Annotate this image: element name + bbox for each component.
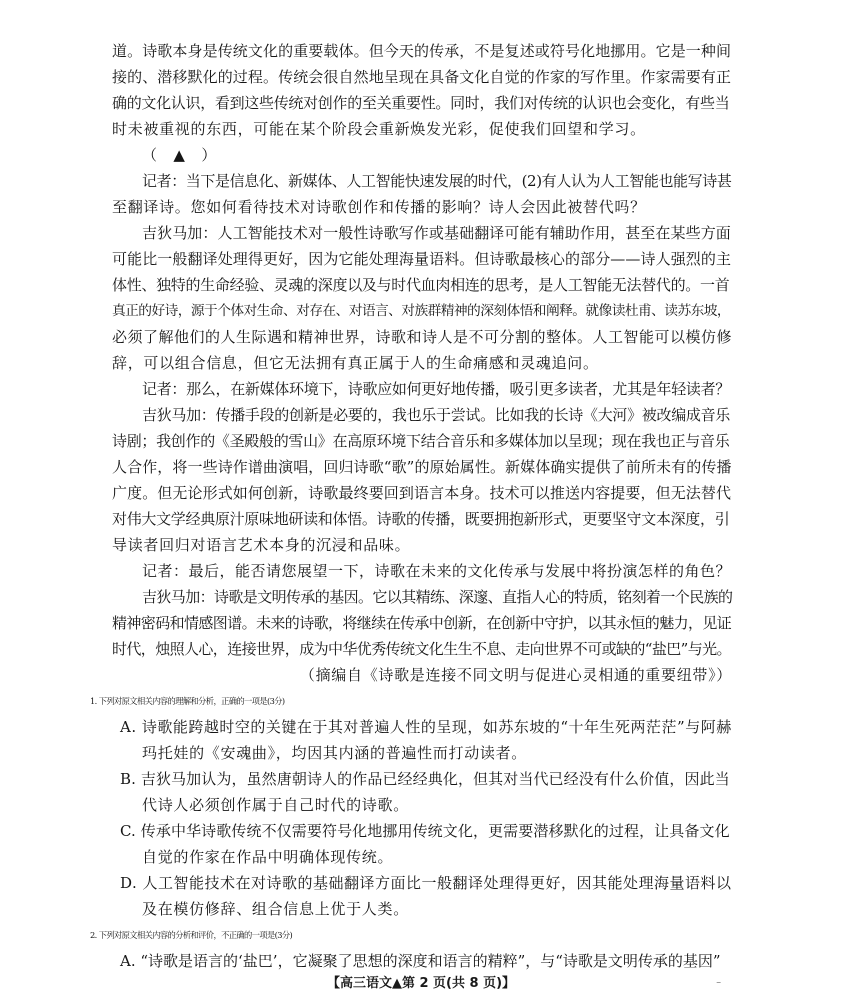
text-line: 真正的好诗，源于个体对生命、对存在、对语言、对族群精神的深刻体悟和阐释。就像读杜甫、读苏东坡， (112, 303, 731, 319)
text-line: 道。诗歌本身是传统文化的重要载体。但今天的传承，不是复述或符号化地挪用。它是一种间 (112, 42, 732, 60)
interviewee-answer: 吉狄马加：传播手段的创新是必要的，我也乐于尝试。比如我的长诗《大河》被改编成音乐 (142, 406, 731, 424)
page-footer: 【高三语文▲第 2 页(共 8 页)】 (326, 976, 516, 991)
text-line: 导读者回归对语言艺术本身的沉浸和品味。 (112, 536, 411, 554)
option-2a: A. “诗歌是语言的‘盐巴’，它凝聚了思想的深度和语言的精粹”，与“诗歌是文明传承的基因” (120, 952, 721, 970)
blank-placeholder: （ ▲ ） (142, 146, 218, 164)
question-1: 1. 下列对原文相关内容的理解和分析，正确的一项是(3分) (90, 696, 285, 706)
text-line: 体性、独特的生命经验、灵魂的深度以及与时代血肉相连的思考，是人工智能无法替代的。一首 (112, 276, 730, 294)
text-line: 至翻译诗。您如何看待技术对诗歌创作和传播的影响？诗人会因此被替代吗？ (112, 198, 646, 216)
option-1a: A. 诗歌能跨越时空的关键在于其对普遍人性的呈现，如苏东坡的“十年生死两茫茫”与阿赫 (120, 718, 732, 736)
option-1c: C. 传承中华诗歌传统不仅需要符号化地挪用传统文化，更需要潜移默化的过程，让具备文化 (120, 822, 730, 840)
text-line: 时代，烛照人心，连接世界，成为中华优秀传统文化生生不息、走向世界不可或缺的“盐巴”与光。 (112, 640, 731, 658)
text-line: 精神密码和情感图谱。未来的诗歌，将继续在传承中创新，在创新中守护，以其永恒的魅力，见证 (112, 614, 732, 632)
text-line: 及在模仿修辞、组合信息上优于人类。 (142, 900, 409, 918)
question-2: 2. 下列对原文相关内容的分析和评价，不正确的一项是(3分) (90, 930, 293, 940)
text-line: 人合作，将一些诗作谱曲演唱，回归诗歌“歌”的原始属性。新媒体确实提供了前所未有的传播 (112, 458, 732, 476)
option-1d: D. 人工智能技术在对诗歌的基础翻译方面比一般翻译处理得更好，因其能处理海量语料以 (120, 874, 732, 892)
interviewee-answer: 吉狄马加：人工智能技术对一般性诗歌写作或基础翻译可能有辅助作用，甚至在某些方面 (142, 224, 731, 242)
interviewee-answer: 吉狄马加：诗歌是文明传承的基因。它以其精练、深邃、直指人心的特质，铭刻着一个民族的 (142, 588, 733, 606)
option-1b: B. 吉狄马加认为，虽然唐朝诗人的作品已经经典化，但其对当代已经没有什么价值，因此当 (120, 770, 730, 788)
text-line: 确的文化认识，看到这些传统对创作的至关重要性。同时，我们对传统的认识也会变化，有些当 (112, 94, 730, 112)
text-line: 辞，可以组合信息，但它无法拥有真正属于人的生命痛感和灵魂追问。 (112, 354, 599, 372)
text-line: 时未被重视的东西，可能在某个阶段会重新焕发光彩，促使我们回望和学习。 (112, 120, 646, 138)
text-line: 必须了解他们的人生际遇和精神世界，诗歌和诗人是不可分割的整体。人工智能可以模仿修 (112, 328, 733, 346)
reporter-question: 记者：那么，在新媒体环境下，诗歌应如何更好地传播，吸引更多读者，尤其是年轻读者？ (142, 380, 731, 398)
source-citation: （摘编自《诗歌是连接不同文明与促进心灵相通的重要纽带》） (299, 666, 732, 684)
corner-mark: ⁻ (716, 980, 722, 991)
text-line: 可能比一般翻译处理得更好，因为它能处理海量语料。但诗歌最核心的部分——诗人强烈的主 (112, 250, 732, 268)
text-line: 玛托娃的《安魂曲》，均因其内涵的普遍性而打动读者。 (142, 744, 528, 762)
text-line: 诗剧；我创作的《圣殿般的雪山》在高原环境下结合音乐和多媒体加以呈现；现在我也正与音乐 (112, 432, 730, 450)
reporter-question: 记者：最后，能否请您展望一下，诗歌在未来的文化传承与发展中将扮演怎样的角色？ (142, 562, 732, 580)
document-body (90, 38, 733, 974)
text-line: 对伟大文学经典原汁原味地研读和体悟。诗歌的传播，既要拥抱新形式，更要坚守文本深度，引 (112, 510, 730, 528)
text-line: 接的、潜移默化的过程。传统会很自然地呈现在具备文化自觉的作家的写作里。作家需要有正 (112, 68, 732, 86)
reporter-question: 记者：当下是信息化、新媒体、人工智能快速发展的时代，(2)有人认为人工智能也能写诗甚 (142, 172, 732, 190)
text-line: 自觉的作家在作品中明确体现传统。 (142, 848, 394, 866)
text-line: 广度。但无论形式如何创新，诗歌最终要回到语言本身。技术可以推送内容提要，但无法替代 (112, 484, 732, 502)
text-line: 代诗人必须创作属于自己时代的诗歌。 (142, 796, 409, 814)
